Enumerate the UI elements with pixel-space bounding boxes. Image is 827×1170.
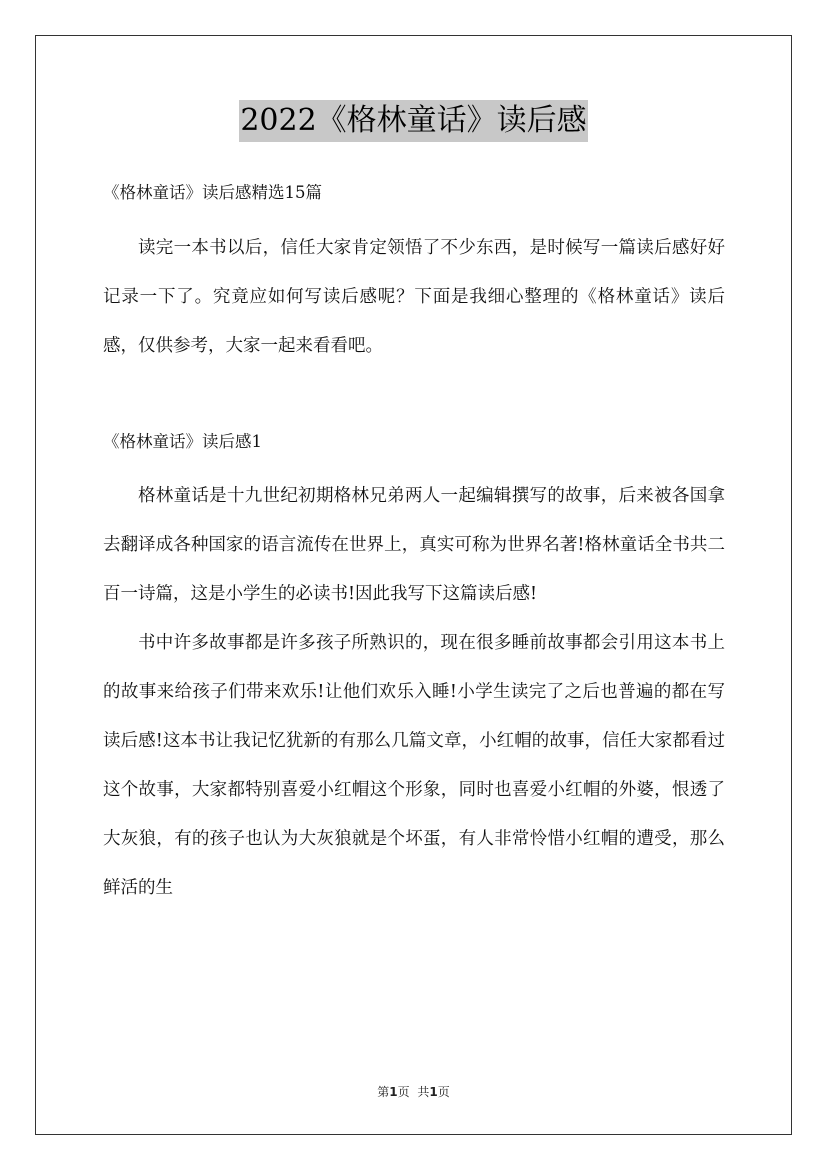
document-subtitle: 《格林童话》读后感精选15篇	[103, 183, 322, 202]
footer-total-unit: 页	[437, 1085, 450, 1099]
section-paragraph-2: 书中许多故事都是许多孩子所熟识的，现在很多睡前故事都会引用这本书上的故事来给孩子们带来欢乐!让他们欢乐入睡!小学生读完了之后也普遍的都在写读后感!这本书让我记忆犹新的有那么几篇文章，小红帽的故事，信任大家都看过这个故事，大家都特别喜爱小红帽这个形象，同时也喜爱小红帽的外婆，恨透了大灰狼，有的孩子也认为大灰狼就是个坏蛋，有人非常怜惜小红帽的遭受，那么鲜活的生	[103, 633, 725, 898]
title-container	[0, 100, 827, 142]
section-spacer	[103, 371, 725, 424]
document-title: 2022《格林童话》读后感	[239, 100, 587, 142]
intro-paragraph: 读完一本书以后，信任大家肯定领悟了不少东西，是时候写一篇读后感好好记录一下了。究竟应如何写读后感呢？下面是我细心整理的《格林童话》读后感，仅供参考，大家一起来看看吧。	[103, 238, 725, 356]
section-heading: 《格林童话》读后感1	[103, 432, 262, 451]
page-footer	[0, 1083, 827, 1101]
footer-total-number: 1	[429, 1085, 438, 1099]
document-body	[103, 175, 725, 913]
footer-page-prefix: 第	[377, 1085, 390, 1099]
section-paragraph-1: 格林童话是十九世纪初期格林兄弟两人一起编辑撰写的故事，后来被各国拿去翻译成各种国家的语言流传在世界上，真实可称为世界名著!格林童话全书共二百一诗篇，这是小学生的必读书!因此我写下这篇读后感!	[103, 486, 725, 604]
footer-page-number: 1	[389, 1085, 398, 1099]
footer-total-prefix: 共	[417, 1085, 430, 1099]
footer-page-unit: 页	[397, 1085, 410, 1099]
